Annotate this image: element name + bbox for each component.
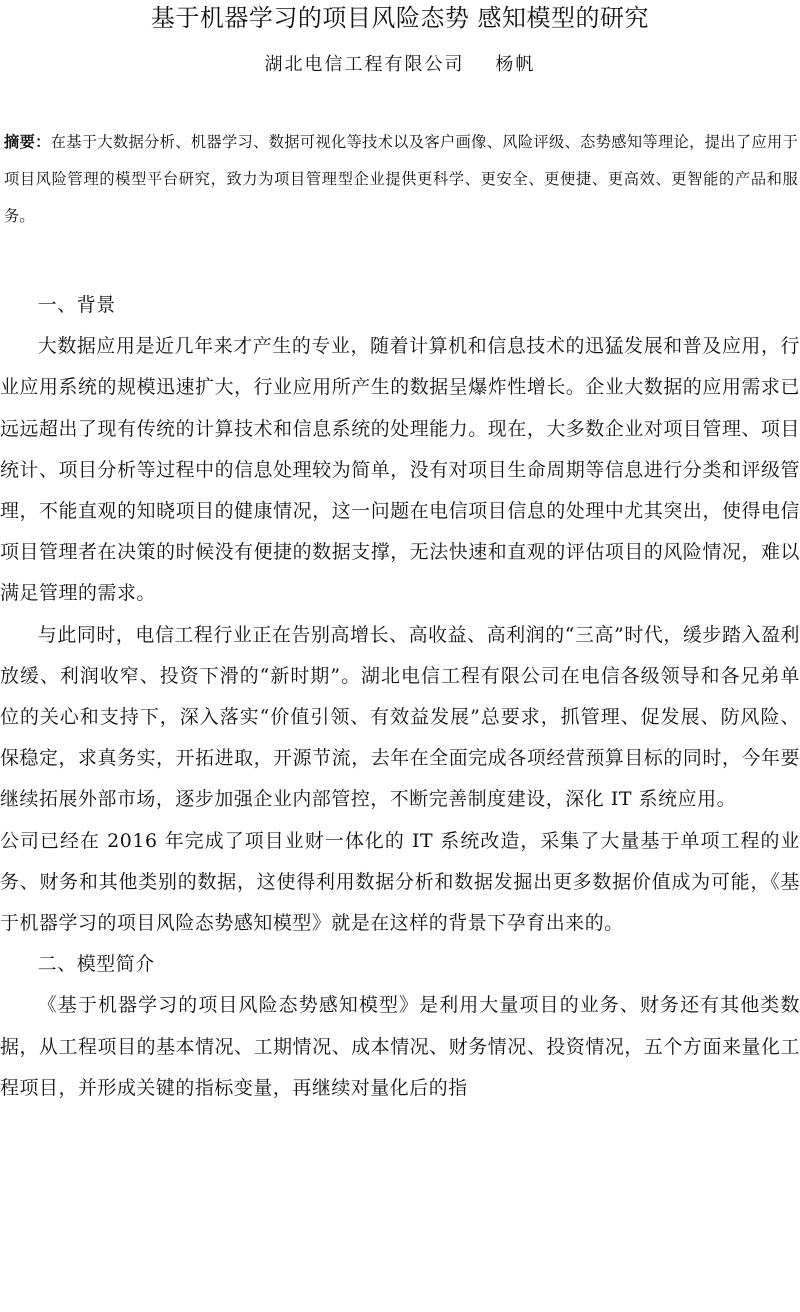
section-heading-model-intro: 二、模型简介 xyxy=(37,953,155,976)
abstract-text: 在基于大数据分析、机器学习、数据可视化等技术以及客户画像、风险评级、态势感知等理论，提出了应用于项目风险管理的模型平台研究，致力为项目管理型企业提供更科学、更安全、更便捷、更高效、更智能的产品和服务。 xyxy=(4,133,798,225)
paragraph: 大数据应用是近几年来才产生的专业，随着计算机和信息技术的迅猛发展和普及应用，行业应用系统的规模迅速扩大，行业应用所产生的数据呈爆炸性增长。企业大数据的应用需求已远远超出了现有传统的计算技术和信息系统的处理能力。现在，大多数企业对项目管理、项目统计、项目分析等过程中的信息处理较为简单，没有对项目生命周期等信息进行分类和评级管理，不能直观的知晓项目的健康情况，这一问题在电信项目信息的处理中尤其突出，使得电信项目管理者在决策的时候没有便捷的数据支撑，无法快速和直观的评估项目的风险情况，难以满足管理的需求。 xyxy=(0,335,800,605)
section-heading-background: 一、背景 xyxy=(37,294,116,316)
paragraph: 与此同时，电信工程行业正在告别高增长、高收益、高利润的“三高”时代，缓步踏入盈利放缓、利润收窄、投资下滑的“新时期”。湖北电信工程有限公司在电信各级领导和各兄弟单位的关心和支持下，深入落实“价值引领、有效益发展”总要求，抓管理、促发展、防风险、保稳定，求真务实，开拓进取，开源节流，去年在全面完成各项经营预算目标的同时，今年要继续拓展外部市场，逐步加强企业内部管控，不断完善制度建设，深化 IT 系统应用。 xyxy=(0,623,800,811)
author-affiliation: 湖北电信工程有限公司 杨帆 xyxy=(264,54,536,75)
paragraph: 公司已经在 2016 年完成了项目业财一体化的 IT 系统改造，采集了大量基于单项工程的业务、财务和其他类别的数据，这使得利用数据分析和数据发掘出更多数据价值成为可能，《基于机器学习的项目风险态势感知模型》就是在这样的背景下孕育出来的。 xyxy=(0,829,800,935)
paragraph: 《基于机器学习的项目风险态势感知模型》是利用大量项目的业务、财务还有其他类数据，从工程项目的基本情况、工期情况、成本情况、财务情况、投资情况，五个方面来量化工程项目，并形成关键的指标变量，再继续对量化后的指 xyxy=(0,994,800,1099)
abstract-label: 摘要： xyxy=(4,133,51,151)
body-text xyxy=(0,285,800,1109)
abstract xyxy=(4,124,798,235)
paper-title: 基于机器学习的项目风险态势 感知模型的研究 xyxy=(150,4,650,32)
